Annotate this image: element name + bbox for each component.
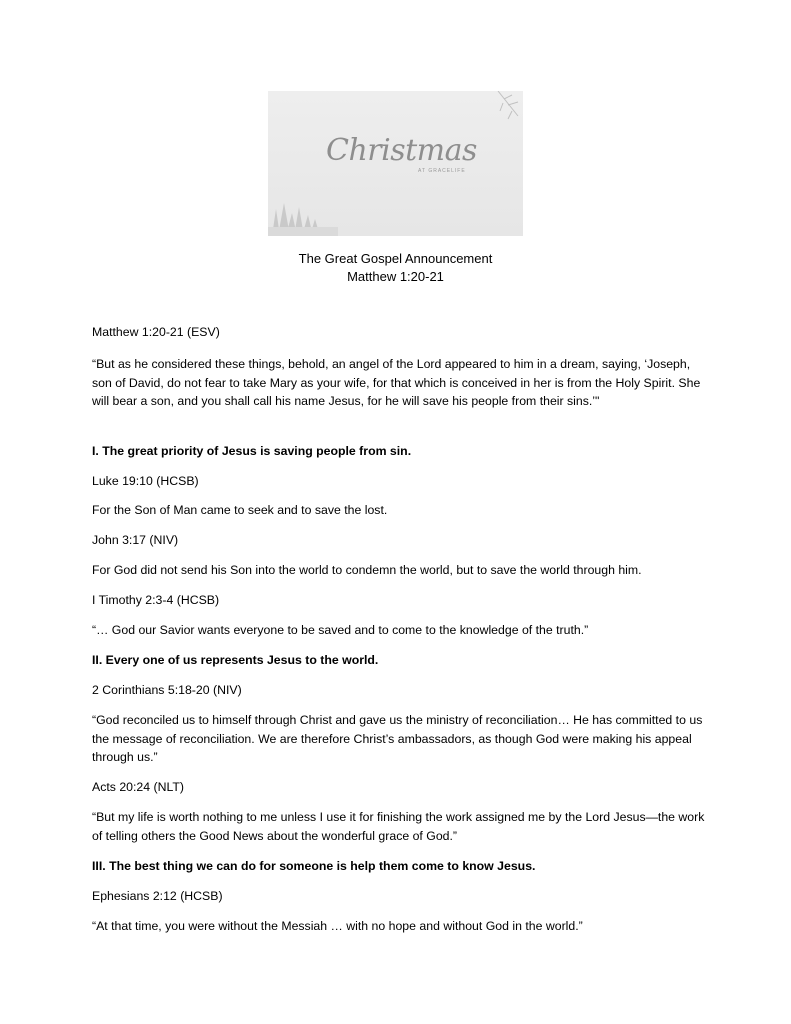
scripture-quote: For God did not send his Son into the world to condemn the world, but to save the world through him. — [92, 563, 642, 577]
scripture-reference: Acts 20:24 (NLT) — [92, 780, 185, 794]
sermon-reference: Matthew 1:20-21 — [347, 269, 444, 284]
scripture-reference: I Timothy 2:3-4 (HCSB) — [92, 593, 220, 607]
section-heading: II. Every one of us represents Jesus to the world. — [92, 653, 379, 667]
scripture-quote: For the Son of Man came to seek and to save the lost. — [92, 503, 388, 517]
christmas-banner-image — [268, 91, 523, 236]
section-heading: I. The great priority of Jesus is saving people from sin. — [92, 444, 412, 458]
scripture-reference: Matthew 1:20-21 (ESV) — [92, 325, 220, 339]
christmas-logo: Christmas — [326, 133, 477, 168]
section-heading: III. The best thing we can do for someone is help them come to know Jesus. — [92, 859, 536, 873]
scripture-quote: “But my life is worth nothing to me unless I use it for finishing the work assigned me by the Lord Jesus—the work of telling others the Good News about the wonderful grace of God.” — [92, 810, 705, 843]
scripture-quote: “At that time, you were without the Messiah … with no hope and without God in the world.” — [92, 919, 583, 933]
scripture-reference: 2 Corinthians 5:18-20 (NIV) — [92, 683, 242, 697]
scripture-reference: Luke 19:10 (HCSB) — [92, 474, 199, 488]
scripture-reference: Ephesians 2:12 (HCSB) — [92, 889, 223, 903]
scripture-quote: “But as he considered these things, behold, an angel of the Lord appeared to him in a dream, saying, ‘Joseph, son of David, do not fear to take Mary as your wife, for that which is conceived in her is from the Holy Spirit. She will bear a son, and you shall call his name Jesus, for he will save his people from their sins.’" — [92, 357, 701, 408]
sermon-title: The Great Gospel Announcement — [298, 251, 493, 266]
christmas-logo-subtext: AT GRACELIFE — [418, 168, 466, 174]
scripture-reference: John 3:17 (NIV) — [92, 533, 179, 547]
scripture-quote: “… God our Savior wants everyone to be saved and to come to the knowledge of the truth.” — [92, 623, 589, 637]
scripture-quote: “God reconciled us to himself through Christ and gave us the ministry of reconciliation… He has committed to us the message of reconciliation. We are therefore Christ’s ambassadors, as though God were making his appeal through us.” — [92, 713, 703, 764]
